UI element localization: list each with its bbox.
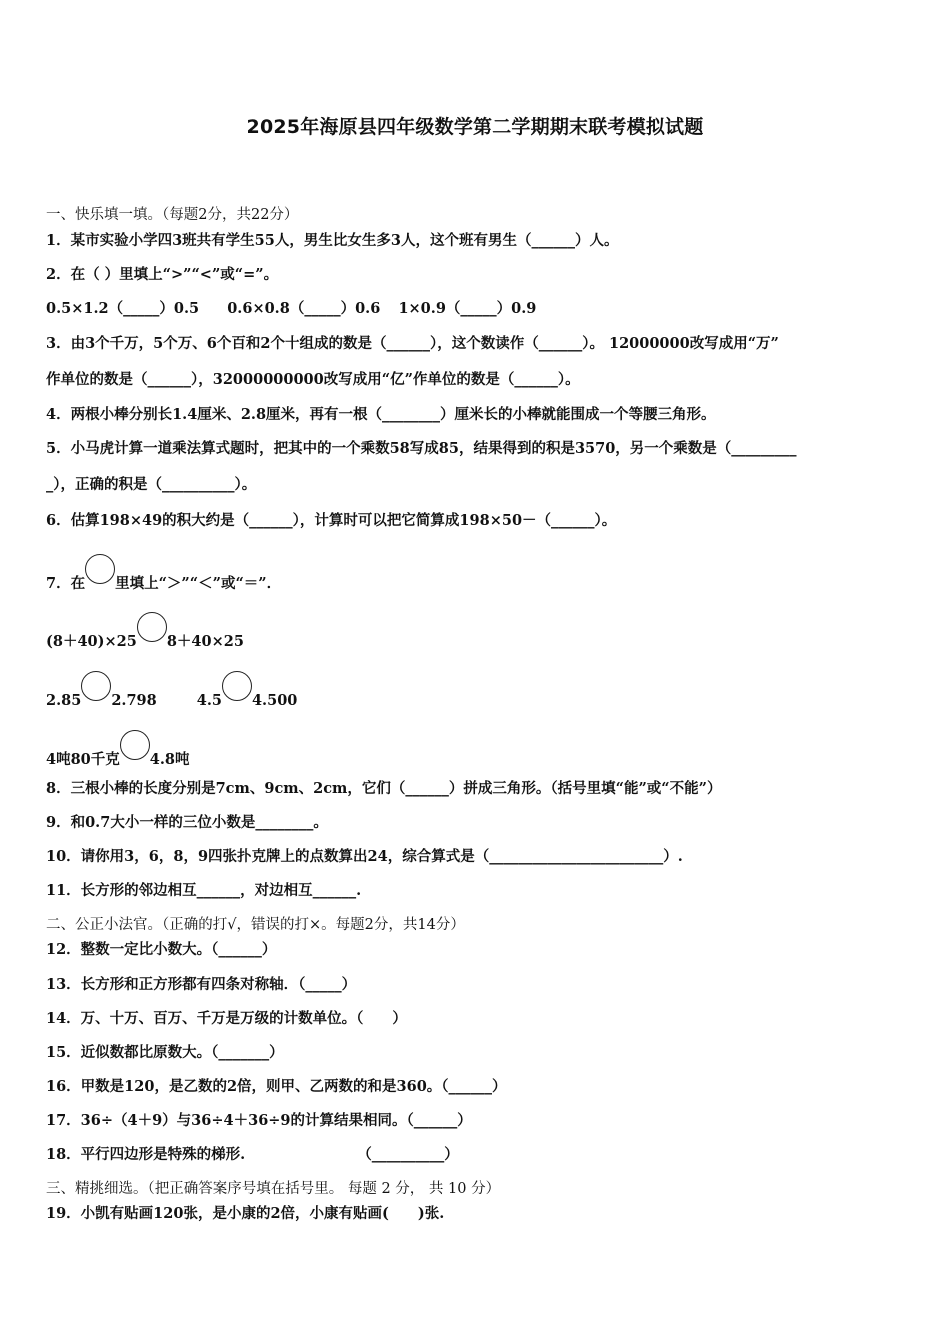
answer-circle-2[interactable] xyxy=(81,671,111,701)
question-13: 13．长方形和正方形都有四条对称轴．（_____） xyxy=(46,976,357,993)
q2-item-1: 0.5×1.2（_____）0.5 xyxy=(46,300,200,317)
q2-item-2: 0.6×0.8（_____）0.6 xyxy=(227,300,381,317)
page-title: 2025年海原县四年级数学第二学期期末联考模拟试题 xyxy=(246,116,704,138)
question-17: 17．36÷（4＋9）与36÷4＋36÷9的计算结果相同。（______） xyxy=(46,1112,472,1129)
q7-r2b-right: 4.500 xyxy=(251,692,298,709)
question-9: 9．和0.7大小一样的三位小数是________。 xyxy=(46,814,328,831)
question-4: 4．两根小棒分别长1.4厘米、2.8厘米，再有一根（________）厘米长的小棒就能围成一个等腰三角形。 xyxy=(46,406,716,423)
q18-blank: （__________） xyxy=(357,1146,459,1163)
question-2: 2．在（ ）里填上“>”“<”或“=”。 xyxy=(46,266,279,283)
q2-item-3: 1×0.9（_____）0.9 xyxy=(398,300,537,317)
q7-row-1 xyxy=(46,612,244,651)
q7-r2a-left: 2.85 xyxy=(46,692,82,709)
question-10: 10．请你用3，6，8，9四张扑克牌上的点数算出24，综合算式是（________________________）. xyxy=(46,848,683,865)
compare-circle-icon xyxy=(85,554,115,584)
question-5-line-1: 5．小马虎计算一道乘法算式题时，把其中的一个乘数58写成85，结果得到的积是3570，另一个乘数是（_________ xyxy=(46,440,797,457)
q7-r1-left: (8＋40)×25 xyxy=(46,633,137,650)
q7-r1-right: 8＋40×25 xyxy=(166,633,244,650)
answer-circle-3[interactable] xyxy=(222,671,252,701)
question-6: 6．估算198×49的积大约是（______），计算时可以把它简算成198×50－（______）。 xyxy=(46,512,617,529)
q7-row-3 xyxy=(46,730,190,769)
question-19: 19．小凯有贴画120张，是小康的2倍，小康有贴画( )张. xyxy=(46,1205,445,1222)
q7-r3-right: 4.8吨 xyxy=(149,751,190,768)
answer-circle-4[interactable] xyxy=(120,730,150,760)
question-2-items xyxy=(46,297,536,318)
q7-suffix: 里填上“＞”“＜”或“＝”． xyxy=(115,575,282,592)
section-heading-2: 二、公正小法官。（正确的打√，错误的打×。每题2分，共14分） xyxy=(46,917,465,933)
section-heading-3: 三、精挑细选。（把正确答案序号填在括号里。 每题 2 分， 共 10 分） xyxy=(46,1181,501,1197)
question-12: 12．整数一定比小数大。（______） xyxy=(46,941,277,958)
q7-prefix: 7．在 xyxy=(46,575,86,592)
question-5-line-2: _），正确的积是（__________）。 xyxy=(46,476,257,493)
q7-r2b-left: 4.5 xyxy=(196,692,222,709)
q18-text: 18．平行四边形是特殊的梯形. xyxy=(46,1146,246,1163)
question-14: 14．万、十万、百万、千万是万级的计数单位。（ ） xyxy=(46,1010,407,1027)
question-7 xyxy=(46,554,281,593)
question-3-line-1: 3．由3个千万，5个万、6个百和2个十组成的数是（______），这个数读作（______）。 12000000改写成用“万” xyxy=(46,335,779,352)
q7-r3-left: 4吨80千克 xyxy=(46,751,120,768)
question-15: 15．近似数都比原数大。（_______） xyxy=(46,1044,284,1061)
q7-r2a-right: 2.798 xyxy=(111,692,157,709)
answer-circle-1[interactable] xyxy=(137,612,167,642)
question-8: 8．三根小棒的长度分别是7cm、9cm、2cm，它们（______）拼成三角形。（括号里填“能”或“不能”） xyxy=(46,780,722,797)
question-1: 1．某市实验小学四3班共有学生55人，男生比女生多3人，这个班有男生（______）人。 xyxy=(46,232,619,249)
q7-row-2 xyxy=(46,671,297,709)
question-11: 11．长方形的邻边相互______，对边相互______. xyxy=(46,882,362,899)
question-18 xyxy=(46,1143,459,1164)
question-16: 16．甲数是120，是乙数的2倍，则甲、乙两数的和是360。（______） xyxy=(46,1078,507,1095)
section-heading-1: 一、快乐填一填。（每题2分，共22分） xyxy=(46,207,299,223)
question-3-line-2: 作单位的数是（______），32000000000改写成用“亿”作单位的数是（______）。 xyxy=(46,371,580,388)
